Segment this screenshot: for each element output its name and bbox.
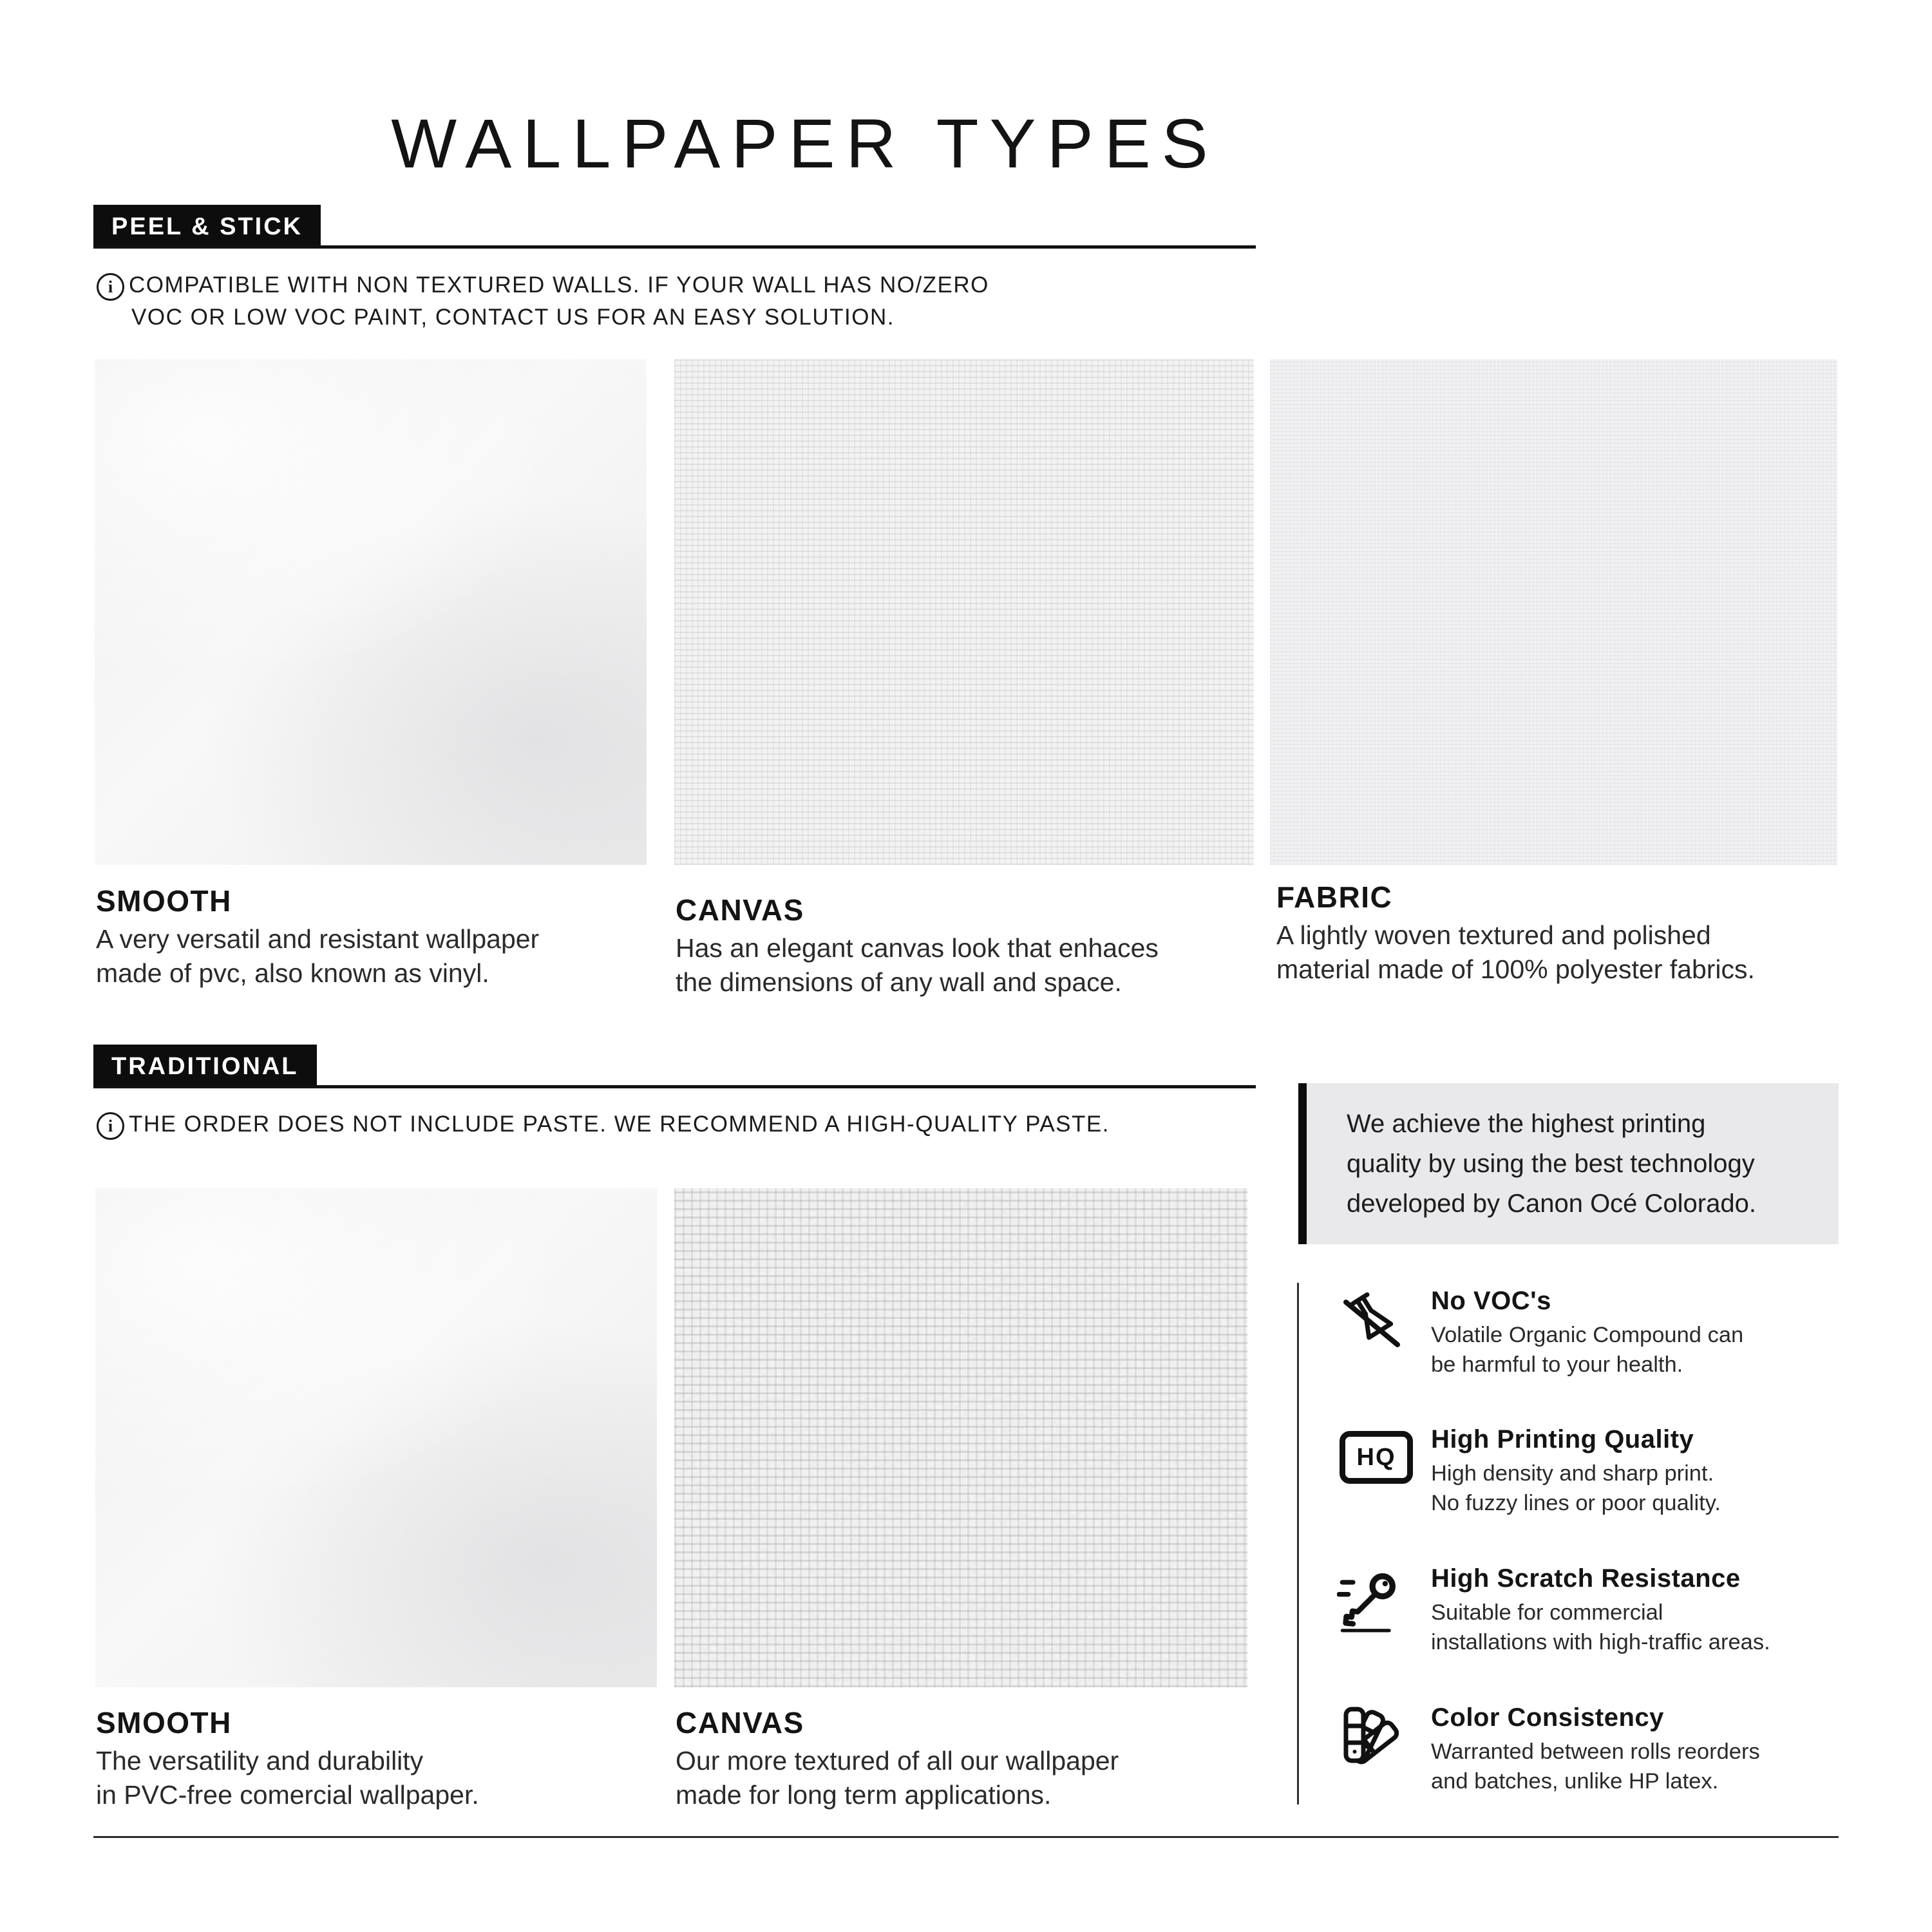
feature-title: High Printing Quality [1431, 1425, 1694, 1454]
feature-description: Suitable for commercial installations with high-traffic areas. [1431, 1600, 1770, 1654]
quote-accent-bar [1298, 1083, 1307, 1244]
section-tag-traditional [93, 1045, 317, 1088]
texture-grain [1270, 359, 1837, 865]
hq-badge-icon: HQ [1340, 1431, 1413, 1484]
caption-body: Our more textured of all our wallpaper made for long term applications. [676, 1746, 1119, 1810]
section-tag-peel-stick [93, 205, 321, 249]
feature-description: Volatile Organic Compound can be harmful to your health. [1431, 1323, 1744, 1377]
peel-stick-note-line1: COMPATIBLE WITH NON TEXTURED WALLS. IF YOUR WALL HAS NO/ZERO [129, 272, 989, 298]
info-icon: i [97, 273, 124, 301]
traditional-label: TRADITIONAL [93, 1045, 317, 1088]
texture-grain [95, 359, 647, 865]
feature-title: No VOC's [1431, 1287, 1551, 1315]
key-scratch-icon [1337, 1566, 1404, 1633]
texture-grain [674, 359, 1254, 865]
page-title: WALLPAPER TYPES [391, 104, 1219, 182]
texture-grain [95, 1188, 657, 1687]
swatch-peel-stick-canvas [674, 359, 1254, 865]
feature-title: High Scratch Resistance [1431, 1564, 1741, 1593]
swatch-traditional-smooth [95, 1188, 657, 1687]
info-icon: i [97, 1112, 124, 1140]
no-voc-flask-icon [1340, 1288, 1404, 1352]
peel-stick-note-line2: VOC OR LOW VOC PAINT, CONTACT US FOR AN EASY SOLUTION. [131, 305, 895, 330]
caption-title-canvas-traditional: CANVAS [676, 1706, 804, 1739]
feature-title: Color Consistency [1431, 1703, 1664, 1732]
caption-title-canvas: CANVAS [676, 893, 804, 927]
peel-stick-underline [93, 245, 1256, 249]
quote-box [1307, 1083, 1839, 1244]
quote-text: We achieve the highest printing quality by using the best technology developed by Canon Océ Colorado. [1347, 1110, 1756, 1218]
caption-title-fabric: FABRIC [1276, 880, 1393, 914]
traditional-note-line1: THE ORDER DOES NOT INCLUDE PASTE. WE RECOMMEND A HIGH-QUALITY PASTE. [129, 1112, 1110, 1137]
swatch-peel-stick-smooth [95, 359, 647, 865]
caption-body: Has an elegant canvas look that enhaces the dimensions of any wall and space. [676, 933, 1159, 997]
caption-body: A very versatil and resistant wallpaper made of pvc, also known as vinyl. [96, 924, 540, 988]
swatch-peel-stick-fabric [1270, 359, 1837, 865]
traditional-underline [93, 1085, 1256, 1088]
caption-body: A lightly woven textured and polished material made of 100% polyester fabrics. [1276, 920, 1755, 984]
swatch-traditional-canvas [674, 1188, 1247, 1687]
bottom-divider [93, 1836, 1839, 1838]
sidebar-divider [1297, 1283, 1299, 1804]
caption-body: The versatility and durability in PVC-free comercial wallpaper. [96, 1746, 479, 1810]
feature-description: Warranted between rolls reorders and batches, unlike HP latex. [1431, 1739, 1760, 1794]
color-swatches-icon [1340, 1705, 1404, 1770]
caption-title-smooth: SMOOTH [96, 884, 232, 918]
feature-description: High density and sharp print. No fuzzy lines or poor quality. [1431, 1461, 1721, 1515]
texture-grain [674, 1188, 1247, 1687]
peel-stick-label: PEEL & STICK [93, 205, 321, 249]
caption-title-smooth-traditional: SMOOTH [96, 1706, 232, 1739]
